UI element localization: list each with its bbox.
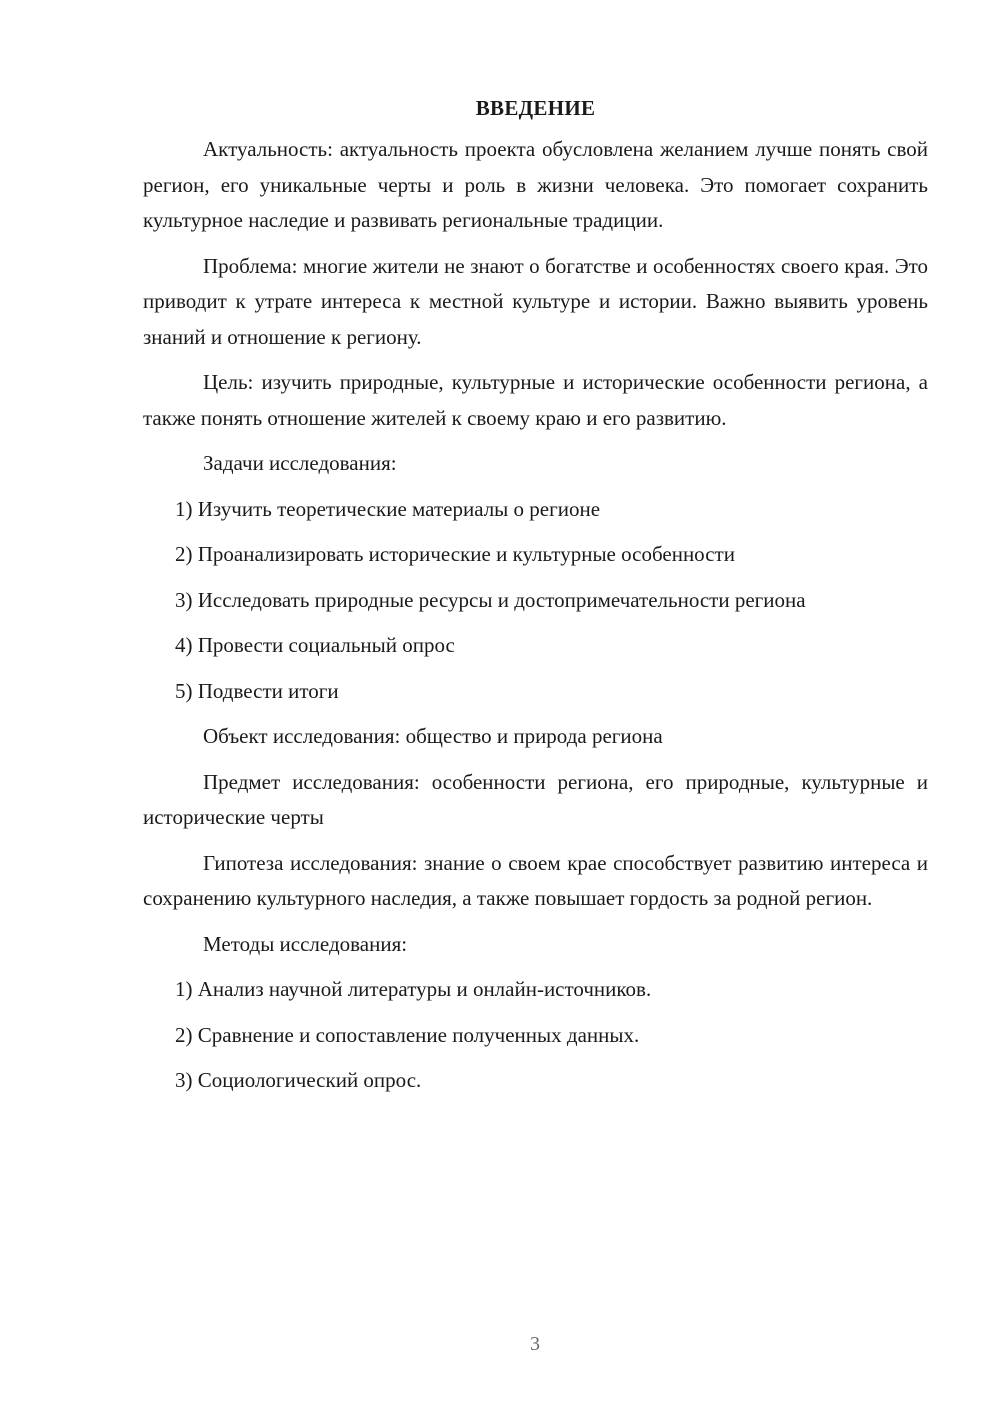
list-item: 1) Анализ научной литературы и онлайн-источников. [175,977,652,1001]
list-item: 3) Социологический опрос. [175,1068,422,1092]
page-title: ВВЕДЕНИЕ [475,96,596,120]
hypothesis-paragraph: Гипотеза исследования: знание о своем крае способствует развитию интереса и сохранению культурного наследия, а также повышает гордость за родной регион. [143,850,928,910]
list-item: 2) Проанализировать исторические и культурные особенности [175,542,735,566]
object-paragraph: Объект исследования: общество и природа региона [203,724,663,748]
list-item: 5) Подвести итоги [175,678,339,703]
list-item: 3) Исследовать природные ресурсы и достопримечательности региона [175,587,806,612]
list-item: 2) Сравнение и сопоставление полученных данных. [175,1022,640,1047]
list-item: 1) Изучить теоретические материалы о регионе [175,496,601,521]
relevance-paragraph: Актуальность: актуальность проекта обусловлена желанием лучше понять свой регион, его уникальные черты и роль в жизни человека. Это помогает сохранить культурное наследие и развивать региональные традиции. [143,137,928,232]
document-page [143,90,928,1109]
subject-paragraph: Предмет исследования: особенности региона, его природные, культурные и исторические черты [143,769,928,829]
tasks-list [143,492,928,710]
page-number: 3 [530,1333,540,1355]
goal-paragraph: Цель: изучить природные, культурные и исторические особенности региона, а также понять отношение жителей к своему краю и его развитию. [143,370,928,430]
list-item: 4) Провести социальный опрос [175,633,455,657]
problem-paragraph: Проблема: многие жители не знают о богатстве и особенностях своего края. Это приводит к утрате интереса к местной культуре и истории. Важно выявить уровень знаний и отношение к региону. [143,253,928,349]
tasks-heading: Задачи исследования: [203,451,397,475]
methods-list [143,972,928,1099]
methods-heading: Методы исследования: [203,931,408,956]
